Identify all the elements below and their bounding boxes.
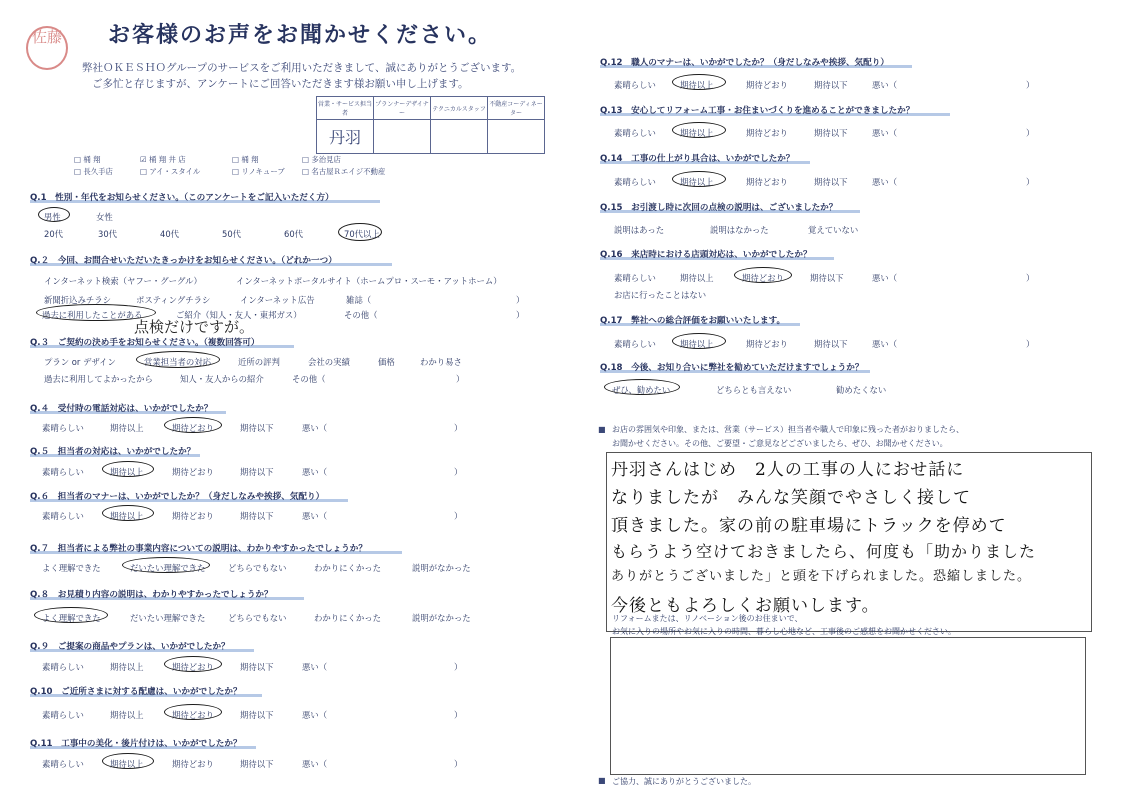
q11-option[interactable]: 期待どおり [172,759,214,769]
q2-option[interactable]: インターネットポータルサイト（ホームプロ・スーモ・アットホーム） [236,276,502,286]
q2-option[interactable]: 新聞折込みチラシ [44,295,111,305]
q16-option[interactable]: 悪い（ [872,273,898,283]
option-female[interactable]: 女性 [96,212,113,222]
staff-header: 営業・サービス担当者 [317,97,374,120]
q10-option[interactable]: 期待以上 [110,710,144,720]
question-17: Q.17 弊社への総合評価をお願いいたします。 [600,316,786,326]
q8-option[interactable]: よく理解できた [42,613,101,623]
q6-option[interactable]: 素晴らしい [42,511,84,521]
q2-option[interactable]: インターネット検索（ヤフー・グーグル） [44,276,202,286]
q8-option[interactable]: わかりにくかった [314,613,381,623]
q14-option[interactable]: 期待以上 [680,177,714,187]
q3-option[interactable]: 営業担当者の対応 [144,357,211,367]
q15-option[interactable]: 説明はあった [614,225,665,235]
q16-option[interactable]: 期待以上 [680,273,714,283]
q6-paren: ） [454,511,463,521]
approval-seal: 佐藤 [26,26,68,70]
q4-option[interactable]: 悪い（ [302,423,328,433]
staff-cell [431,120,488,154]
q13-paren: ） [1026,128,1035,138]
question-18: Q.18 今後、お知り合いに弊社を勧めていただけますでしょうか？ [600,363,864,373]
q16-option-no-visit[interactable]: お店に行ったことはない [614,290,707,300]
q3-option[interactable]: 会社の実績 [308,357,350,367]
q9-option[interactable]: 悪い（ [302,662,328,672]
q3-option[interactable]: 過去に利用してよかったから [44,374,153,384]
question-1: Q.1 性別・年代をお知らせください。（このアンケートをご記入いただく方） [30,193,334,203]
q2-paren: ） [516,310,525,320]
q9-paren: ） [454,662,463,672]
q2-paren: ） [516,295,525,305]
q5-paren: ） [454,467,463,477]
q17-option[interactable]: 悪い（ [872,339,898,349]
question-14: Q.14 工事の仕上がり具合は、いかがでしたか？ [600,154,795,164]
question-4: Q.４ 受付時の電話対応は、いかがでしたか？ [30,404,213,414]
q2-option[interactable]: 過去に利用したことがある [42,310,143,320]
q7-option[interactable]: どちらでもない [228,563,287,573]
question-7: Q.７ 担当者による弊社の事業内容についての説明は、わかりやすかったでしょうか？ [30,544,367,554]
question-13: Q.13 安心してリフォーム工事・お住まいづくりを進めることができましたか？ [600,106,915,116]
q3-option[interactable]: その他（ [292,374,326,384]
q7-option[interactable]: よく理解できた [42,563,101,573]
q13-option[interactable]: 期待どおり [746,128,788,138]
age-option[interactable]: 70代以上 [344,229,380,239]
q4-option[interactable]: 期待以上 [110,423,144,433]
q3-paren: ） [456,374,465,384]
q2-option[interactable]: 雑誌（ [346,295,372,305]
q11-paren: ） [454,759,463,769]
intro-line-2: ご多忙と存じますが、アンケートにご回答いただきます様お願い申し上げます。 [92,78,469,90]
comment-line: 今後ともよろしくお願いします。 [611,596,880,616]
question-16: Q.16 来店時における店頭対応は、いかがでしたか？ [600,250,812,260]
q3-option[interactable]: 価格 [378,357,395,367]
q17-paren: ） [1026,339,1035,349]
comment-prompt-1: お店の雰囲気や印象、または、営業（サービス）担当者や職人で印象に残った者がおりましたら、 [612,425,964,434]
q17-option[interactable]: 期待以上 [680,339,714,349]
q15-option[interactable]: 説明はなかった [710,225,769,235]
q18-option[interactable]: どちらとも言えない [716,385,792,395]
q10-option[interactable]: 素晴らしい [42,710,84,720]
q12-option[interactable]: 期待以下 [814,80,848,90]
q2-option[interactable]: ご紹介（知人・友人・東邦ガス） [176,310,302,320]
q5-option[interactable]: 期待どおり [172,467,214,477]
q10-option[interactable]: 期待どおり [172,710,214,720]
staff-table [316,96,545,154]
q2-option[interactable]: インターネット広告 [240,295,315,305]
footer-thanks: ご協力、誠にありがとうございました。 [612,777,756,786]
q17-option[interactable]: 期待どおり [746,339,788,349]
q4-option[interactable]: 期待以下 [240,423,274,433]
q10-option[interactable]: 悪い（ [302,710,328,720]
comment-box[interactable] [606,452,1092,632]
q16-option[interactable]: 素晴らしい [614,273,656,283]
impression-prompt-1: リフォームまたは、リノベーション後のお住まいで、 [612,614,803,623]
handwritten-note: 点検だけですが。 [134,318,255,336]
q15-option[interactable]: 覚えていない [808,225,859,235]
question-3: Q.３ ご契約の決め手をお知らせください。（複数回答可） [30,338,260,348]
age-option[interactable]: 60代 [284,229,304,239]
q18-option[interactable]: ぜひ、勧めたい [612,385,671,395]
q16-option[interactable]: 期待以下 [810,273,844,283]
q7-option[interactable]: 説明がなかった [412,563,471,573]
q9-option[interactable]: 期待以下 [240,662,274,672]
q14-option[interactable]: 悪い（ [872,177,898,187]
age-option[interactable]: 50代 [222,229,242,239]
q16-option[interactable]: 期待どおり [742,273,784,283]
question-2: Q.２ 今回、お問合せいただいたきっかけをお知らせください。（どれか一つ） [30,256,337,266]
page-title: お客様のお声をお聞かせください。 [108,23,493,48]
q12-paren: ） [1026,80,1035,90]
q5-option[interactable]: 悪い（ [302,467,328,477]
q13-option[interactable]: 期待以下 [814,128,848,138]
comment-line: ありがとうございました」と頭を下げられました。恐縮しました。 [611,569,1032,584]
q3-option[interactable]: プラン or デザイン [44,357,116,367]
age-option[interactable]: 40代 [160,229,180,239]
q6-option[interactable]: 期待どおり [172,511,214,521]
question-6: Q.６ 担当者のマナーは、いかがでしたか？（身だしなみや挨拶、気配り） [30,492,325,502]
q11-option[interactable]: 悪い（ [302,759,328,769]
staff-sales-name: 丹羽 [317,120,374,154]
question-12: Q.12 職人のマナーは、いかがでしたか？（身だしなみや挨拶、気配り） [600,58,889,68]
q11-option[interactable]: 期待以下 [240,759,274,769]
staff-header: テクニカルスタッフ [431,97,488,120]
q9-option[interactable]: 期待どおり [172,662,214,672]
q14-option[interactable]: 期待どおり [746,177,788,187]
service-checkbox[interactable]: □ 桶 翔 [74,155,101,164]
q10-paren: ） [454,710,463,720]
comment-line: なりましたが みんな笑顔でやさしく接して [611,488,971,508]
q8-option[interactable]: 説明がなかった [412,613,471,623]
service-checkbox[interactable]: □ 桶 翔 [232,155,259,164]
q6-option[interactable]: 期待以上 [110,511,144,521]
q16-paren: ） [1026,273,1035,283]
q3-option[interactable]: わかり易さ [420,357,462,367]
q4-option[interactable]: 素晴らしい [42,423,84,433]
q17-option[interactable]: 期待以下 [814,339,848,349]
q12-option[interactable]: 期待以上 [680,80,714,90]
staff-cell [374,120,431,154]
q7-option[interactable]: わかりにくかった [314,563,381,573]
question-8: Q.８ お見積り内容の説明は、わかりやすかったでしょうか？ [30,590,273,600]
q8-option[interactable]: どちらでもない [228,613,287,623]
q10-option[interactable]: 期待以下 [240,710,274,720]
q18-option[interactable]: 勧めたくない [836,385,887,395]
impression-prompt-2: お気に入りの場所やお気に入りの時間、暮らし心地など、工事後のご感想をお聞かせください。 [612,627,956,636]
q14-option[interactable]: 期待以下 [814,177,848,187]
q13-option[interactable]: 悪い（ [872,128,898,138]
service-checkbox[interactable]: □ 長久手店 [74,167,113,176]
q17-option[interactable]: 素晴らしい [614,339,656,349]
q2-option[interactable]: ポスティングチラシ [136,295,211,305]
comment-line: もらうよう空けておきましたら、何度も「助かりました [611,542,1037,561]
staff-header: プランナーデザイナー [374,97,431,120]
q5-option[interactable]: 期待以上 [110,467,144,477]
service-checkbox[interactable]: □ 多治見店 [302,155,341,164]
q3-option[interactable]: 近所の評判 [238,357,280,367]
staff-cell [488,120,545,154]
q13-option[interactable]: 期待以上 [680,128,714,138]
age-option[interactable]: 20代 [44,229,64,239]
service-checkbox[interactable]: □ 名古屋Ｒエイジ不動産 [302,167,386,176]
option-male[interactable]: 男性 [44,212,61,222]
question-9: Q.９ ご提案の商品やプランは、いかがでしたか？ [30,642,230,652]
question-15: Q.15 お引渡し時に次回の点検の説明は、ございましたか？ [600,203,838,213]
question-5: Q.５ 担当者の対応は、いかがでしたか？ [30,447,196,457]
q4-paren: ） [454,423,463,433]
q11-option[interactable]: 期待以上 [110,759,144,769]
q12-option[interactable]: 期待どおり [746,80,788,90]
question-11: Q.11 工事中の美化・後片付けは、いかがでしたか？ [30,739,242,749]
comment-line: 頂きました。家の前の駐車場にトラックを停めて [611,516,1007,536]
q3-option[interactable]: 知人・友人からの紹介 [180,374,264,384]
q8-option[interactable]: だいたい理解できた [130,613,206,623]
question-10: Q.10 ご近所さまに対する配慮は、いかがでしたか？ [30,687,242,697]
q5-option[interactable]: 期待以下 [240,467,274,477]
q2-option[interactable]: その他（ [344,310,378,320]
service-checkbox[interactable]: ☑ 桶 翔 井 店 [140,155,186,164]
footer-marker-icon: ■ [598,776,606,785]
impression-box[interactable] [610,637,1086,775]
q13-option[interactable]: 素晴らしい [614,128,656,138]
q4-option[interactable]: 期待どおり [172,423,214,433]
q7-option[interactable]: だいたい理解できた [130,563,206,573]
q6-option[interactable]: 期待以下 [240,511,274,521]
q12-option[interactable]: 悪い（ [872,80,898,90]
service-checkbox[interactable]: □ リノキューブ [232,167,285,176]
q5-option[interactable]: 素晴らしい [42,467,84,477]
q9-option[interactable]: 期待以上 [110,662,144,672]
intro-line-1: 弊社ＯＫＥＳＨＯグループのサービスをご利用いただきまして、誠にありがとうございます。 [82,62,522,74]
staff-header: 不動産コーディネーター [488,97,545,120]
service-checkbox[interactable]: □ アイ・スタイル [140,167,201,176]
q6-option[interactable]: 悪い（ [302,511,328,521]
q14-paren: ） [1026,177,1035,187]
comment-line: 丹羽さんはじめ 2人の工事の人におせ話に [611,460,965,480]
age-option[interactable]: 30代 [98,229,118,239]
q14-option[interactable]: 素晴らしい [614,177,656,187]
comment-marker-icon: ■ [598,425,606,434]
q12-option[interactable]: 素晴らしい [614,80,656,90]
q9-option[interactable]: 素晴らしい [42,662,84,672]
comment-prompt-2: お聞かせください。その他、ご要望・ご意見などございましたら、ぜひ、お聞かせください。 [612,439,948,448]
q11-option[interactable]: 素晴らしい [42,759,84,769]
